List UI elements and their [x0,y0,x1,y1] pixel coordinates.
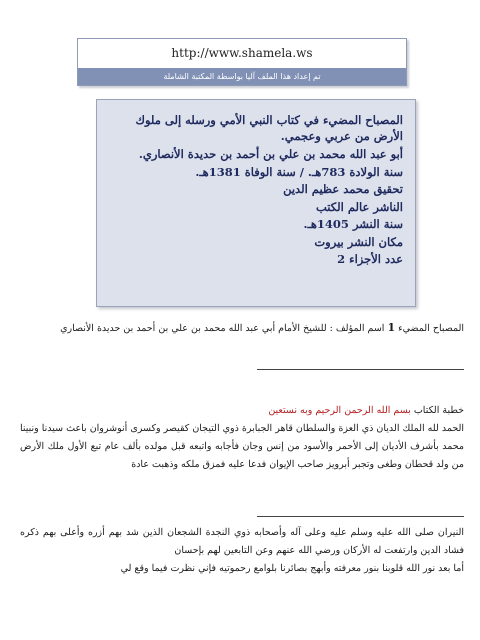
preface-heading: خطبة الكتاب [413,405,464,416]
preface-body: الحمد لله الملك الديان ذي العزة والسلطان قاهر الجبابرة ذوي التيجان كقيصر وكسرى أنوشروان باعث سيدنا ونبينا محمد بأشرف الأديان إلى الأحمر والأسود من إنس وجان فأجابه واتبعه قبل مولده بألف عام تبع الأول ملك الأرض من ولد قحطان وطغى وتجبر أبرويز صاحب الإيوان فدعا عليه فمزق ملكه وذهبت عادة [20,423,464,470]
paragraph-continuation [20,524,464,578]
book-pub-year: سنة النشر 1405هـ. [303,217,403,231]
book-dates: سنة الولادة 783هـ. / سنة الوفاة 1381هـ. [195,164,403,179]
volume-number: 1 [387,321,396,334]
source-note: تم إعداد هذا الملف آليا بواسطة المكتبة الشاملة [78,68,406,85]
divider [257,369,464,370]
book-pub-place: مكان النشر بيروت [314,234,403,249]
source-header [77,38,407,86]
continuation-body: النيران صلى الله عليه وسلم عليه وعلى آله وأصحابه ذوي النجدة الشجعان الذين شد بهم أزره وأعلى بهم ذكره فشاد الدين وارتفعت له الأركان ورضي الله عنهم وعن التابعين لهم بإحسان [20,527,464,556]
paragraph-author [20,319,464,338]
book-author: أبو عبد الله محمد بن علي بن أحمد بن حديدة الأنصاري. [138,147,403,161]
book-volumes: عدد الأجزاء 2 [337,252,403,266]
basmala: بسم الله الرحمن الرحيم وبه نستعين [268,405,411,416]
continuation-last: أما بعد نور الله قلوبنا بنور معرفته وأبهج بصائرنا بلوامع رحموتيه فإني نظرت فيما وقع لي [120,563,464,574]
book-name-text: المصباح المضيء [398,323,464,334]
divider [257,516,464,517]
paragraph-preface [20,402,464,474]
book-publisher: الناشر عالم الكتب [316,199,403,214]
author-text: اسم المؤلف : للشيخ الأمام أبي عبد الله محمد بن علي بن أحمد بن حديدة الأنصاري [60,323,385,334]
book-info-card [96,99,416,307]
book-editor: تحقيق محمد عظيم الدين [283,182,403,196]
book-title: المصباح المضيء في كتاب النبي الأمي ورسله إلى ملوك الأرض من عربي وعجمي. [135,113,403,143]
source-url[interactable]: http://www.shamela.ws [78,39,406,68]
